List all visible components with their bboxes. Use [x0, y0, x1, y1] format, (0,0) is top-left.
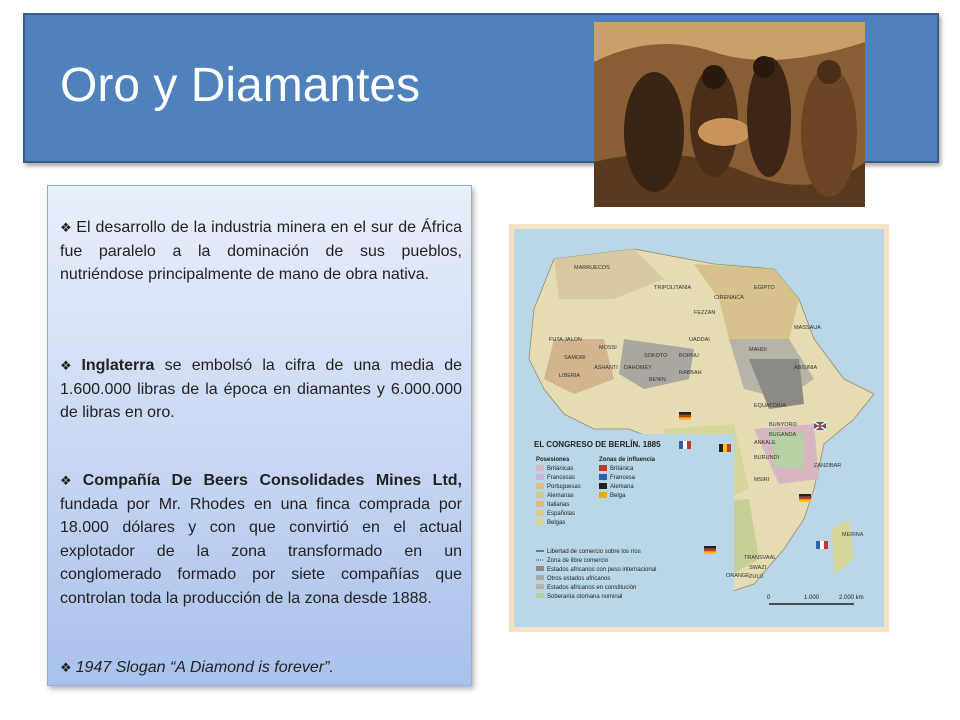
legend-note: Estados africanos con peso internacional [547, 567, 657, 573]
place-label: UADDAI [689, 337, 710, 343]
place-label: FEZZÁN [694, 310, 716, 316]
place-label: EGIPTO [754, 285, 775, 291]
belgian-flag-icon [719, 444, 731, 452]
legend-posesiones-header: Posesiones [536, 457, 570, 463]
diamond-bullet-icon: ❖ [60, 660, 72, 675]
place-label: CIRENAICA [714, 295, 744, 301]
legend-note: Otros estados africanos [547, 576, 611, 582]
british-flag-icon [814, 422, 826, 430]
place-label: EQUATORIA [754, 403, 786, 409]
legend-item: Belga [610, 493, 626, 499]
place-label: ZANZIBAR [814, 463, 842, 469]
scale-label: 1.000 [804, 595, 820, 601]
legend-item: Italianas [547, 502, 570, 508]
paragraph-1-text: El desarrollo de la industria minera en el sur de África fue paralelo a la dominación de sus pueblos, nutriéndose principalmente de mano de obra nativa. [60, 219, 463, 283]
place-label: ANKALE [754, 440, 776, 446]
scale-label: 0 [767, 595, 771, 601]
africa-map [514, 229, 884, 627]
legend-item: Belgas [547, 520, 566, 526]
paragraph-2-text: se embolsó la cifra de una media de 1.600.000 libras de la época en diamantes y 6.000.000 de libras en oro. [60, 357, 463, 421]
paragraph-3-text: fundada por Mr. Rhodes en una finca comprada por 18.000 dólares y con que convirtió en el actual explotador de la zona transformado en un conglomerado formado por siete compañías que controlan toda la producción de la zona desde 1888. [60, 495, 462, 607]
legend-item: Alemana [610, 484, 634, 490]
paragraph-4 [60, 656, 462, 680]
slide-title: Oro y Diamantes [60, 59, 421, 112]
place-label: SWAZI [749, 565, 767, 571]
mining-photo [594, 22, 865, 207]
place-label: MOSSI [599, 345, 617, 351]
diamond-bullet-icon: ❖ [60, 220, 73, 235]
scale-label: 2.000 km [839, 595, 864, 601]
diamond-bullet-icon: ❖ [60, 473, 79, 488]
legend-note: Zona de libre comercio [547, 558, 609, 564]
legend-item: Francesa [610, 475, 636, 481]
paragraph-1 [60, 216, 462, 287]
place-label: BORNU [679, 353, 699, 359]
french-flag-icon [679, 441, 691, 449]
paragraph-3-bold: Compañía De Beers Consolidades Mines Ltd, [82, 472, 462, 489]
legend-item: Británica [610, 466, 634, 472]
place-label: RABBAH [679, 370, 702, 376]
mining-photo-art [594, 22, 865, 207]
text-panel [47, 185, 472, 686]
map-legend-title: EL CONGRESO DE BERLÍN. 1885 [534, 440, 661, 449]
place-label: LIBERIA [559, 373, 581, 379]
place-label: DAHOMEY [624, 365, 652, 371]
paragraph-2-bold: Inglaterra [81, 357, 155, 374]
place-label: MASSAUA [794, 325, 821, 331]
place-label: ZULÚ [749, 574, 764, 580]
place-label: SOKOTO [644, 353, 668, 359]
legend-note: Soberanía otomana nominal [547, 594, 623, 600]
place-label: SAMORI [564, 355, 586, 361]
paragraph-3 [60, 469, 462, 610]
place-label: MSIRI [754, 477, 770, 483]
map-scale [767, 595, 864, 604]
paragraph-4-text: 1947 Slogan “A Diamond is forever”. [75, 659, 334, 676]
place-label: MERINA [842, 532, 864, 538]
place-label: TRANSVAAL [744, 555, 777, 561]
french-flag-icon [816, 541, 828, 549]
german-flag-icon [704, 546, 716, 554]
legend-item: Alemanas [547, 493, 574, 499]
legend-item: Británicas [547, 466, 574, 472]
diamond-bullet-icon: ❖ [60, 358, 78, 373]
place-label: FUTA JALON [549, 337, 582, 343]
place-label: MARRUECOS [574, 265, 610, 271]
legend-zonas-header: Zonas de influencia [599, 457, 656, 463]
legend-item: Españolas [547, 511, 576, 517]
place-label: ORANGE [726, 573, 750, 579]
german-flag-icon [799, 494, 811, 502]
place-label: BENIN [649, 377, 666, 383]
africa-map-svg [514, 229, 884, 627]
place-label: BUNYORO [769, 422, 797, 428]
place-label: TRIPOLITANIA [654, 285, 692, 291]
place-label: BURUNDI [754, 455, 780, 461]
legend-item: Portuguesas [547, 484, 581, 490]
place-label: ASHANTI [594, 365, 618, 371]
place-label: MAHDI [749, 347, 767, 353]
legend-item: Francesas [547, 475, 576, 481]
legend-note: Libertad de comercio sobre los ríos [547, 549, 641, 555]
place-label: BUGANDA [769, 432, 797, 438]
africa-map-frame [509, 224, 889, 632]
legend-note: Estados africanos en constitución [547, 585, 637, 591]
paragraph-2 [60, 354, 462, 425]
place-label: ABISINIA [794, 365, 818, 371]
